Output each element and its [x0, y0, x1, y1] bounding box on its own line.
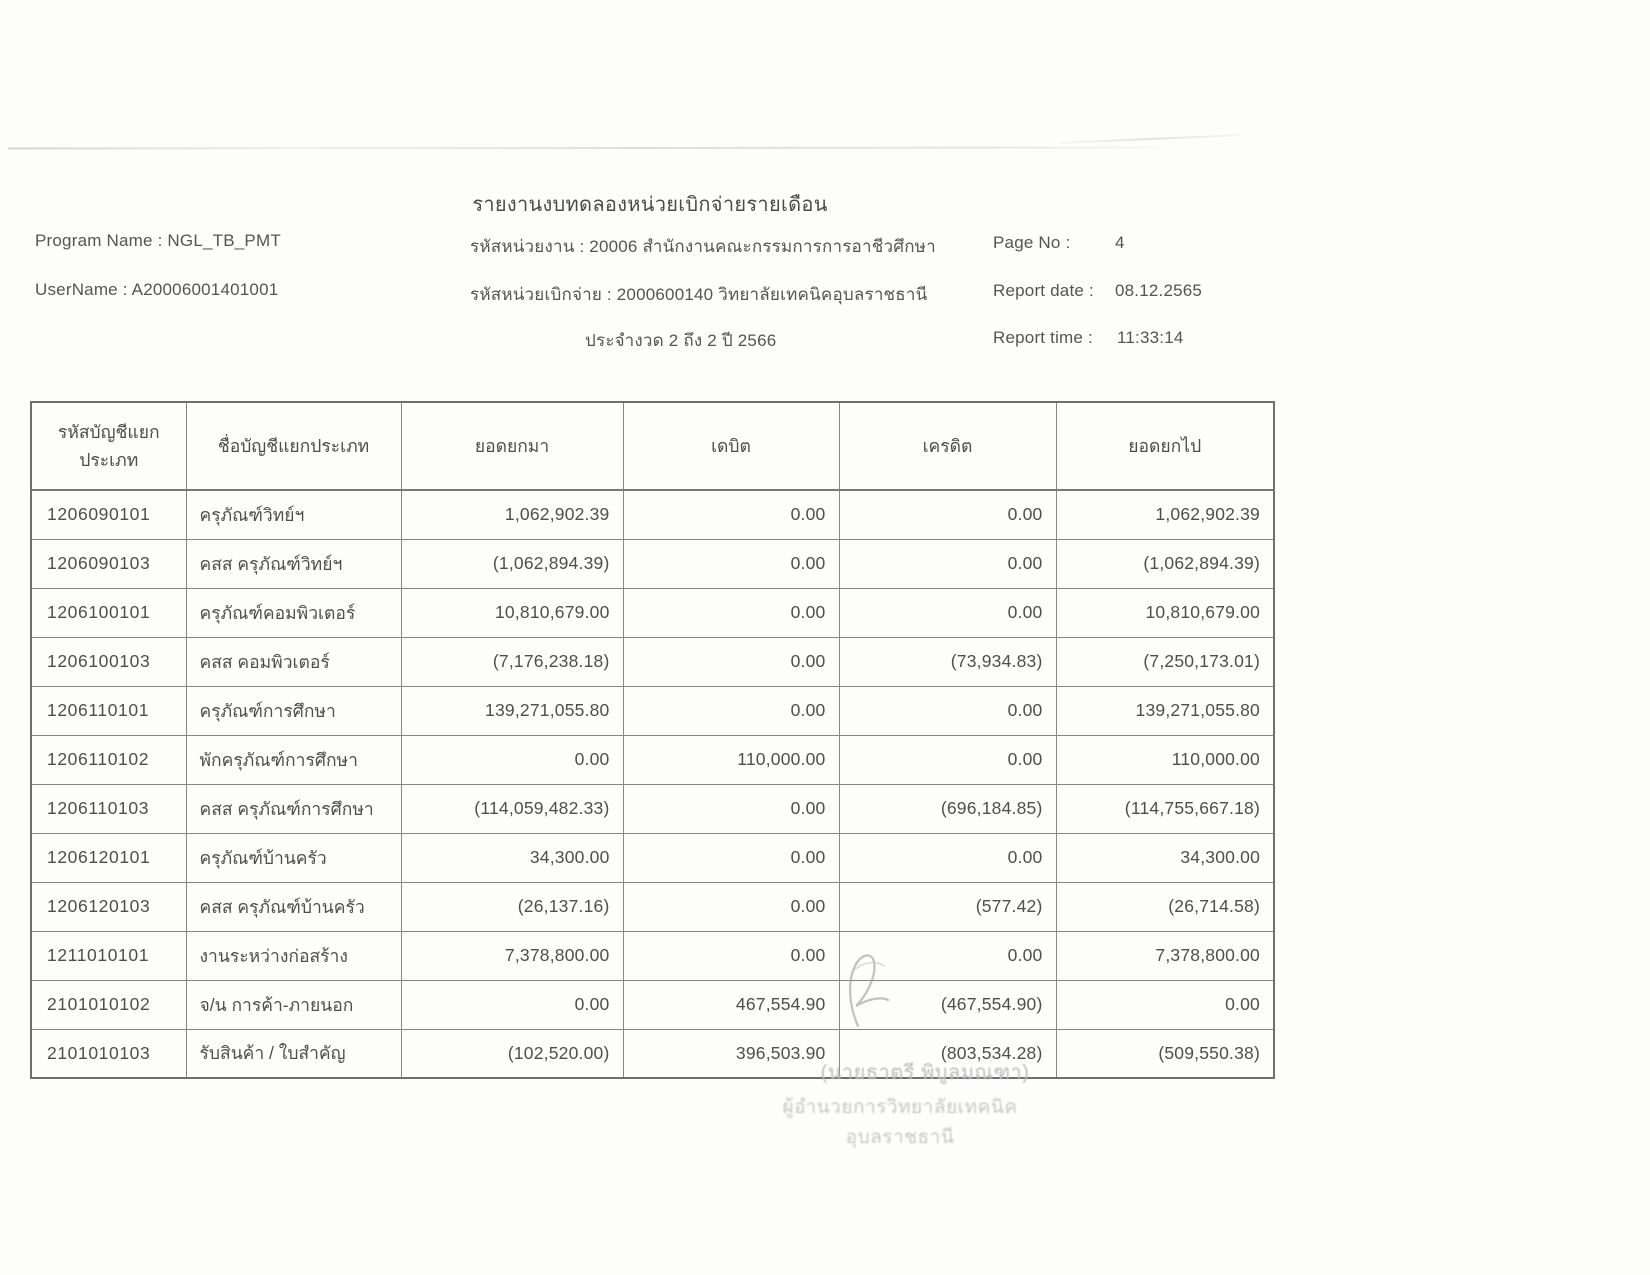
- cell-account-name: ครุภัณฑ์วิทย์ฯ: [186, 490, 401, 539]
- cell-balance-carried-forward: 10,810,679.00: [1056, 588, 1274, 637]
- cell-debit: 0.00: [623, 686, 839, 735]
- cell-credit: 0.00: [839, 490, 1056, 539]
- cell-balance-carried-forward: 7,378,800.00: [1056, 931, 1274, 980]
- report-date-value: 08.12.2565: [1115, 281, 1203, 300]
- cell-credit: 0.00: [839, 931, 1056, 980]
- cell-account-code: 2101010103: [31, 1029, 186, 1078]
- cell-account-code: 2101010102: [31, 980, 186, 1029]
- cell-account-code: 1206110102: [31, 735, 186, 784]
- cell-credit: 0.00: [839, 735, 1056, 784]
- table-row: [31, 539, 1274, 588]
- program-name-line: Program Name : NGL_TB_PMT: [35, 231, 281, 250]
- report-time-value: 11:33:14: [1117, 328, 1184, 347]
- table-row: [31, 588, 1274, 637]
- signatory-name-stamp: (นายธาตรี พิบูลมณฑา): [820, 1062, 1030, 1084]
- cell-balance-carried-forward: 0.00: [1056, 980, 1274, 1029]
- cell-debit: 0.00: [623, 833, 839, 882]
- cell-account-code: 1206120103: [31, 882, 186, 931]
- cell-balance-carried-forward: (7,250,173.01): [1056, 637, 1274, 686]
- table-header-row: [31, 402, 1274, 490]
- col-header-balance-carried-forward: ยอดยกไป: [1056, 402, 1274, 490]
- cell-account-name: คสส ครุภัณฑ์บ้านครัว: [186, 882, 401, 931]
- cell-account-name: ครุภัณฑ์การศึกษา: [186, 686, 401, 735]
- col-header-debit: เดบิต: [623, 402, 839, 490]
- cell-account-name: คสส คอมพิวเตอร์: [186, 637, 401, 686]
- col-header-account-code: รหัสบัญชีแยกประเภท: [31, 402, 186, 490]
- cell-credit: (803,534.28): [839, 1029, 1056, 1078]
- cell-credit: 0.00: [839, 833, 1056, 882]
- agency-code-line: รหัสหน่วยงาน : 20006 สำนักงานคณะกรรมการการอาชีวศึกษา: [470, 237, 936, 256]
- page-no-value: 4: [1115, 233, 1125, 252]
- cell-debit: 110,000.00: [623, 735, 839, 784]
- cell-account-code: 1211010101: [31, 931, 186, 980]
- table-row: [31, 637, 1274, 686]
- cell-credit: (577.42): [839, 882, 1056, 931]
- report-date-label: Report date :: [993, 281, 1094, 300]
- cell-debit: 467,554.90: [623, 980, 839, 1029]
- scan-artifact-line: [8, 146, 1158, 149]
- cell-account-name: รับสินค้า / ใบสำคัญ: [186, 1029, 401, 1078]
- cell-account-name: พักครุภัณฑ์การศึกษา: [186, 735, 401, 784]
- disbursement-unit-line: รหัสหน่วยเบิกจ่าย : 2000600140 วิทยาลัยเทคนิคอุบลราชธานี: [470, 285, 928, 304]
- cell-debit: 0.00: [623, 588, 839, 637]
- table-row: [31, 980, 1274, 1029]
- cell-credit: 0.00: [839, 686, 1056, 735]
- cell-balance-brought-forward: 1,062,902.39: [401, 490, 623, 539]
- cell-balance-brought-forward: 7,378,800.00: [401, 931, 623, 980]
- cell-balance-brought-forward: (102,520.00): [401, 1029, 623, 1078]
- cell-balance-brought-forward: (1,062,894.39): [401, 539, 623, 588]
- cell-balance-brought-forward: 139,271,055.80: [401, 686, 623, 735]
- table-row: [31, 833, 1274, 882]
- table-row: [31, 490, 1274, 539]
- table-row: [31, 931, 1274, 980]
- trial-balance-table: [30, 401, 1275, 1079]
- report-time-label: Report time :: [993, 328, 1093, 347]
- period-line: ประจำงวด 2 ถึง 2 ปี 2566: [585, 331, 777, 350]
- cell-account-code: 1206100103: [31, 637, 186, 686]
- cell-balance-brought-forward: 0.00: [401, 735, 623, 784]
- cell-account-name: ครุภัณฑ์บ้านครัว: [186, 833, 401, 882]
- cell-balance-carried-forward: (26,714.58): [1056, 882, 1274, 931]
- table-row: [31, 686, 1274, 735]
- cell-debit: 0.00: [623, 882, 839, 931]
- cell-account-name: งานระหว่างก่อสร้าง: [186, 931, 401, 980]
- table-body: [31, 490, 1274, 1078]
- col-header-credit: เครดิต: [839, 402, 1056, 490]
- cell-debit: 0.00: [623, 931, 839, 980]
- cell-account-code: 1206090103: [31, 539, 186, 588]
- cell-account-name: จ/น การค้า-ภายนอก: [186, 980, 401, 1029]
- cell-debit: 0.00: [623, 539, 839, 588]
- signatory-title-stamp: ผู้อำนวยการวิทยาลัยเทคนิคอุบลราชธานี: [782, 1097, 1018, 1148]
- cell-account-name: คสส ครุภัณฑ์การศึกษา: [186, 784, 401, 833]
- table-row: [31, 882, 1274, 931]
- cell-account-name: ครุภัณฑ์คอมพิวเตอร์: [186, 588, 401, 637]
- page-no-label: Page No :: [993, 233, 1071, 252]
- cell-balance-brought-forward: (26,137.16): [401, 882, 623, 931]
- cell-debit: 0.00: [623, 490, 839, 539]
- cell-credit: (467,554.90): [839, 980, 1056, 1029]
- cell-balance-carried-forward: (114,755,667.18): [1056, 784, 1274, 833]
- cell-debit: 396,503.90: [623, 1029, 839, 1078]
- col-header-account-name: ชื่อบัญชีแยกประเภท: [186, 402, 401, 490]
- cell-balance-brought-forward: 10,810,679.00: [401, 588, 623, 637]
- cell-balance-brought-forward: (114,059,482.33): [401, 784, 623, 833]
- scan-artifact-line-end: [1060, 134, 1240, 144]
- username-line: UserName : A20006001401001: [35, 280, 279, 299]
- cell-account-code: 1206110103: [31, 784, 186, 833]
- cell-balance-carried-forward: (509,550.38): [1056, 1029, 1274, 1078]
- table-row: [31, 1029, 1274, 1078]
- cell-balance-carried-forward: 1,062,902.39: [1056, 490, 1274, 539]
- handwritten-signature: [836, 948, 906, 1038]
- cell-credit: (73,934.83): [839, 637, 1056, 686]
- report-title: รายงานงบทดลองหน่วยเบิกจ่ายรายเดือน: [472, 194, 828, 216]
- cell-debit: 0.00: [623, 637, 839, 686]
- cell-credit: 0.00: [839, 588, 1056, 637]
- cell-credit: 0.00: [839, 539, 1056, 588]
- cell-account-code: 1206100101: [31, 588, 186, 637]
- table-row: [31, 735, 1274, 784]
- cell-balance-carried-forward: 139,271,055.80: [1056, 686, 1274, 735]
- col-header-balance-brought-forward: ยอดยกมา: [401, 402, 623, 490]
- cell-account-code: 1206120101: [31, 833, 186, 882]
- cell-balance-carried-forward: 34,300.00: [1056, 833, 1274, 882]
- cell-account-code: 1206110101: [31, 686, 186, 735]
- cell-account-code: 1206090101: [31, 490, 186, 539]
- cell-balance-brought-forward: 34,300.00: [401, 833, 623, 882]
- cell-balance-brought-forward: (7,176,238.18): [401, 637, 623, 686]
- cell-debit: 0.00: [623, 784, 839, 833]
- cell-credit: (696,184.85): [839, 784, 1056, 833]
- table-row: [31, 784, 1274, 833]
- cell-account-name: คสส ครุภัณฑ์วิทย์ฯ: [186, 539, 401, 588]
- cell-balance-carried-forward: 110,000.00: [1056, 735, 1274, 784]
- cell-balance-carried-forward: (1,062,894.39): [1056, 539, 1274, 588]
- cell-balance-brought-forward: 0.00: [401, 980, 623, 1029]
